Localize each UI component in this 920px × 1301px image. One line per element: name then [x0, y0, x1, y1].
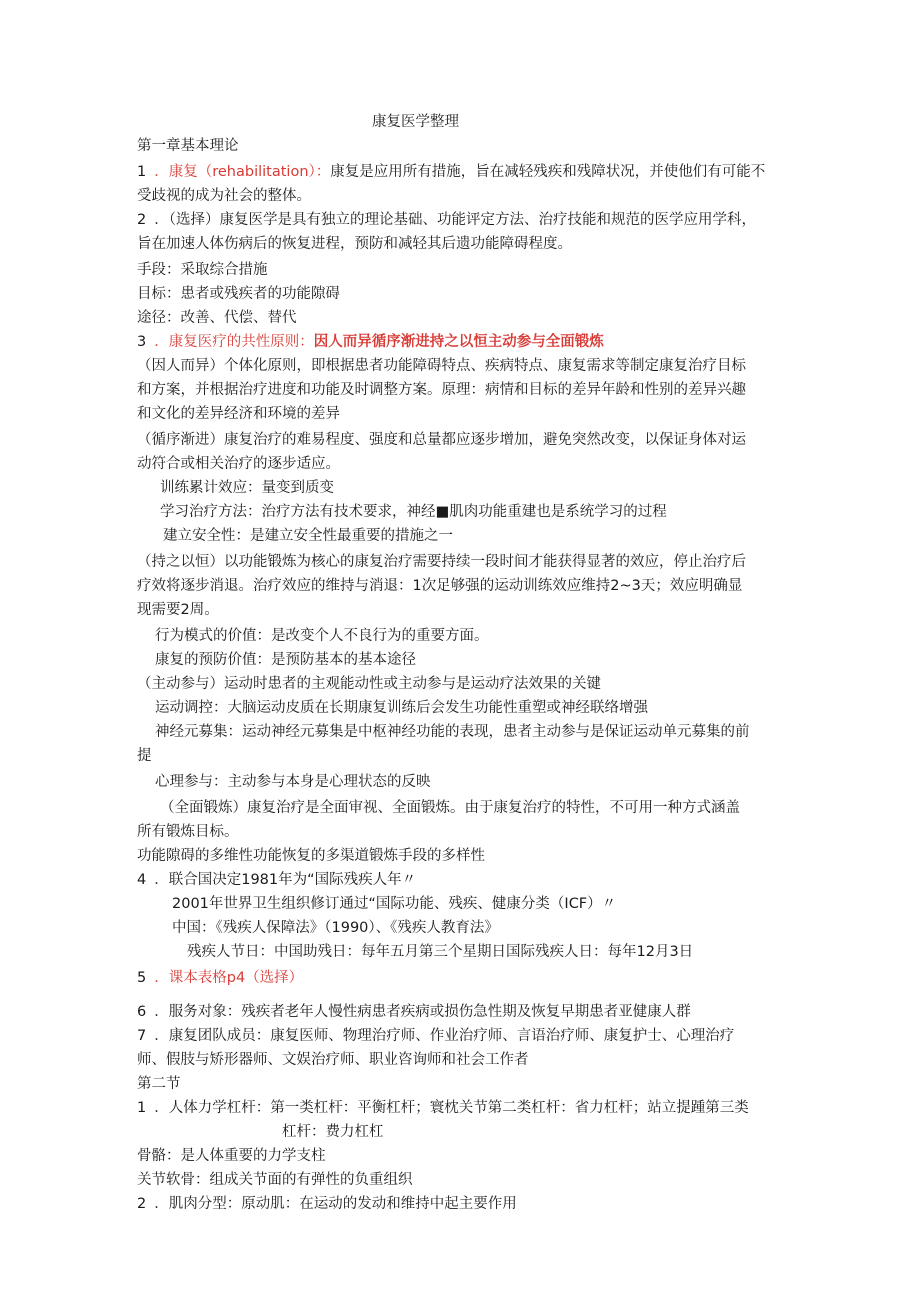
- s2-item-1-line-1: [137, 1097, 749, 1119]
- item-3-principle: 因人而异循序渐进持之以恒主动参与全面锻炼: [313, 334, 604, 350]
- principle-3-line-4: 行为模式的价值：是改变个人不良行为的重要方面。: [155, 628, 489, 644]
- principle-2-line-4: 学习治疗方法：治疗方法有技术要求，神经■肌肉功能重建也是系统学习的过程: [160, 504, 667, 520]
- principle-3-line-1: （持之以恒）以功能锻炼为核心的康复治疗需要持续一段时间才能获得显著的效应，停止治疗后: [137, 554, 746, 570]
- principle-2-line-2: 动符合或相关治疗的逐步适应。: [137, 456, 340, 472]
- item-number: 2: [137, 212, 147, 228]
- principle-2-line-3: 训练累计效应：量变到质变: [160, 480, 334, 496]
- principle-1-line-1: （因人而异）个体化原则，即根据患者功能障碍特点、疾病特点、康复需求等制定康复治疗目标: [137, 358, 746, 374]
- item-number: 1: [137, 1100, 147, 1116]
- principle-3-line-3: 现需要2周。: [137, 602, 219, 618]
- item-6-line: [137, 1001, 691, 1023]
- item-4-sub-1: 2001年世界卫生组织修订通过“国际功能、残疾、健康分类（ICF）〃: [172, 896, 617, 912]
- item-7-line-2: 师、假肢与矫形器师、文娱治疗师、职业咨询师和社会工作者: [137, 1052, 529, 1068]
- means-line: 手段：采取综合措施: [137, 262, 268, 278]
- item-1-line-1: [137, 161, 765, 183]
- item-1-prefix: ．康复（rehabilitation）：: [154, 164, 331, 180]
- item-number: 5: [137, 970, 147, 986]
- section-2-heading: 第二节: [137, 1076, 181, 1092]
- principle-3-line-5: 康复的预防价值：是预防基本的基本途径: [155, 652, 416, 668]
- item-7-line-1: [137, 1025, 734, 1047]
- item-5-text: ．课本表格p4（选择）: [154, 970, 304, 986]
- item-5-line: [137, 967, 303, 989]
- item-number: 7: [137, 1028, 147, 1044]
- item-number: 2: [137, 1196, 147, 1212]
- item-3-prefix: ．康复医疗的共性原则：: [154, 334, 314, 350]
- principle-4-line-3: 神经元募集：运动神经元募集是中枢神经功能的表现，患者主动参与是保证运动单元募集的前: [155, 724, 750, 740]
- s2-item-1-line-2: 杠杆：费力杠杠: [282, 1124, 384, 1140]
- principle-3-line-2: 疗效将逐步消退。治疗效应的维持与消退：1次足够强的运动训练效应维持2~3天；效应明确显: [137, 578, 743, 594]
- principle-4-line-5: 心理参与：主动参与本身是心理状态的反映: [155, 774, 431, 790]
- item-1-line-2: 受歧视的成为社会的整体。: [137, 188, 311, 204]
- item-number: 6: [137, 1004, 147, 1020]
- item-number: 4: [137, 872, 147, 888]
- goal-line: 目标：患者或残疾者的功能隙碍: [137, 286, 340, 302]
- principle-1-line-3: 和文化的差异经济和环境的差异: [137, 406, 340, 422]
- principle-6-line: 功能隙碍的多维性功能恢复的多渠道锻炼手段的多样性: [137, 848, 485, 864]
- chapter-heading: 第一章基本理论: [137, 138, 239, 154]
- principle-4-line-2: 运动调控：大脑运动皮质在长期康复训练后会发生功能性重塑或神经联络增强: [155, 700, 648, 716]
- principle-2-line-1: （循序渐进）康复治疗的难易程度、强度和总量都应逐步增加，避免突然改变，以保证身体对运: [137, 432, 746, 448]
- item-7-text: ．康复团队成员：康复医师、物理治疗师、作业治疗师、言语治疗师、康复护士、心理治疗: [154, 1028, 735, 1044]
- s2-item-2-line: [137, 1193, 517, 1215]
- principle-1-line-2: 和方案，并根据治疗进度和功能及时调整方案。原理：病情和目标的差异年龄和性别的差异兴趣: [137, 382, 746, 398]
- bone-line: 骨骼：是人体重要的力学支柱: [137, 1148, 326, 1164]
- principle-4-line-1: （主动参与）运动时患者的主观能动性或主动参与是运动疗法效果的关键: [137, 676, 601, 692]
- document-title: 康复医学整理: [372, 114, 459, 130]
- path-line: 途径：改善、代偿、替代: [137, 310, 297, 326]
- item-2-line-2: 旨在加速人体伤病后的恢复进程，预防和减轻其后遗功能障碍程度。: [137, 236, 572, 252]
- item-6-text: ．服务对象：残疾者老年人慢性病患者疾病或损伤急性期及恢复早期患者亚健康人群: [154, 1004, 691, 1020]
- item-number: 3: [137, 334, 147, 350]
- s2-item-1-text: ．人体力学杠杆：第一类杠杆：平衡杠杆；寰枕关节第二类杠杆：省力杠杆；站立提踵第三类: [154, 1100, 749, 1116]
- item-2-line-1: [137, 209, 756, 231]
- principle-5-line-1: （全面锻炼）康复治疗是全面审视、全面锻炼。由于康复治疗的特性，不可用一种方式涵盖: [160, 800, 740, 816]
- principle-2-line-5: 建立安全性：是建立安全性最重要的措施之一: [163, 528, 453, 544]
- item-4-text: ．联合国决定1981年为“国际残疾人年〃: [154, 872, 417, 888]
- item-4-sub-3: 残疾人节日：中国助残日：每年五月第三个星期日国际残疾人日：每年12月3日: [187, 944, 694, 960]
- cartilage-line: 关节软骨：组成关节面的有弹性的负重组织: [137, 1172, 413, 1188]
- item-3-line: [137, 331, 604, 353]
- item-1-text: 康复是应用所有措施，旨在减轻残疾和残障状况，并使他们有可能不: [330, 164, 766, 180]
- principle-5-line-2: 所有锻炼目标。: [137, 824, 239, 840]
- item-4-line: [137, 869, 416, 891]
- item-number: 1: [137, 164, 147, 180]
- item-2-text: ．（选择）康复医学是具有独立的理论基础、功能评定方法、治疗技能和规范的医学应用学科，: [154, 212, 756, 228]
- s2-item-2-text: ．肌肉分型：原动肌：在运动的发动和维持中起主要作用: [154, 1196, 517, 1212]
- principle-4-line-4: 提: [137, 748, 152, 764]
- item-4-sub-2: 中国：《残疾人保障法》（1990）、《残疾人教育法》: [172, 920, 499, 936]
